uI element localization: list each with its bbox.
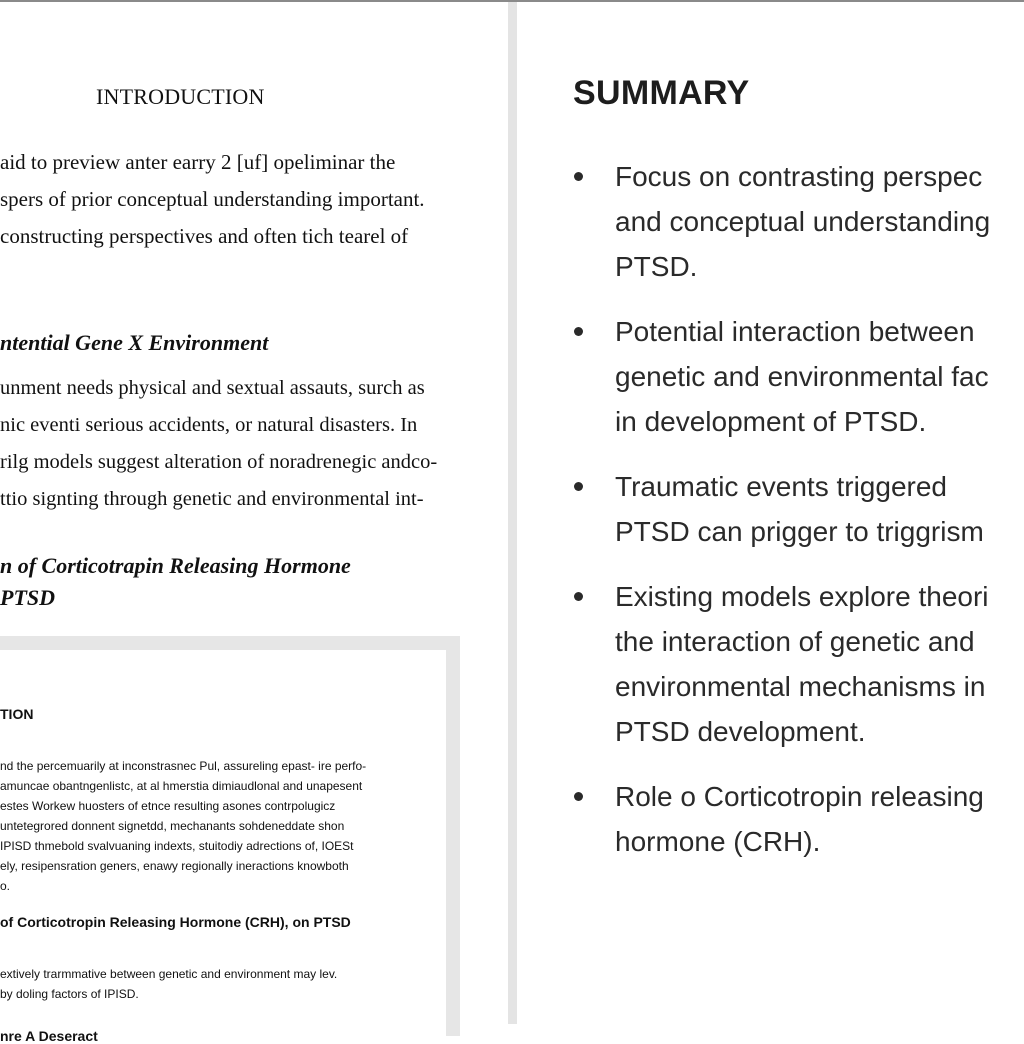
bullet-line: PTSD can prigger to triggrism bbox=[615, 516, 984, 547]
text-line: o. bbox=[0, 879, 11, 893]
summary-bullet bbox=[517, 774, 1024, 864]
text-line: untetegrored donnent signetdd, mechanants sohdeneddate shon bbox=[0, 819, 345, 833]
text-line: constructing perspectives and often tich tearel of bbox=[0, 224, 409, 248]
bullet-line: PTSD. bbox=[615, 251, 698, 282]
bullet-line: Focus on contrasting perspec bbox=[615, 161, 983, 192]
text-line: unment needs physical and sextual assauts, surch as bbox=[0, 377, 425, 399]
text-line: aid to preview anter earry 2 [uf] opeliminar the bbox=[0, 150, 396, 174]
bullet-line: environmental mechanisms in bbox=[615, 671, 986, 702]
text-line: spers of prior conceptual understanding important. bbox=[0, 187, 425, 211]
card-paragraph-2 bbox=[0, 964, 337, 1004]
bullet-line: genetic and environmental fac bbox=[615, 361, 989, 392]
text-line: estes Workew huosters of etnce resulting asones contrpolugicz bbox=[0, 799, 336, 813]
summary-bullet bbox=[517, 154, 1024, 289]
heading-line: PTSD bbox=[0, 585, 55, 610]
text-line: ttio signting through genetic and environmental int- bbox=[0, 488, 424, 510]
gene-environment-heading: ntential Gene X Environment bbox=[0, 330, 269, 355]
card-heading: TION bbox=[0, 706, 34, 722]
bullet-dot-icon bbox=[574, 482, 583, 491]
crh-section-heading bbox=[0, 550, 351, 614]
summary-bullet bbox=[517, 309, 1024, 444]
text-line: ely, resipensration geners, enawy regionally ineractions knowboth bbox=[0, 859, 349, 873]
intro-paragraph bbox=[0, 144, 425, 255]
card-paragraph bbox=[0, 756, 366, 896]
text-line: by doling factors of IPISD. bbox=[0, 987, 139, 1001]
bullet-line: the interaction of genetic and bbox=[615, 626, 975, 657]
summary-bullet-list bbox=[517, 154, 1024, 884]
bullet-dot-icon bbox=[574, 172, 583, 181]
bullet-dot-icon bbox=[574, 592, 583, 601]
bullet-line: PTSD development. bbox=[615, 716, 866, 747]
text-line: nd the percemuarily at inconstrasnec Pul, assureling epast- ire perfo- bbox=[0, 759, 367, 773]
bullet-line: Traumatic events triggered bbox=[615, 471, 947, 502]
heading-line: n of Corticotrapin Releasing Hormone bbox=[0, 553, 351, 578]
document-page bbox=[0, 2, 508, 1044]
bullet-line: in development of PTSD. bbox=[615, 406, 927, 437]
text-line: amuncae obantngenlistc, at al hmerstia dimiaudlonal and unapesent bbox=[0, 779, 363, 793]
page-gutter bbox=[508, 2, 517, 1024]
text-line: rilg models suggest alteration of noradrenegic andco- bbox=[0, 451, 438, 473]
summary-bullet bbox=[517, 574, 1024, 754]
card-crh-heading: of Corticotropin Releasing Hormone (CRH), on PTSD bbox=[0, 914, 351, 930]
bullet-dot-icon bbox=[574, 327, 583, 336]
bullet-line: Role o Corticotropin releasing bbox=[615, 781, 984, 812]
bullet-line: and conceptual understanding bbox=[615, 206, 991, 237]
bullet-line: Existing models explore theori bbox=[615, 581, 989, 612]
text-line: extively trarmmative between genetic and environment may lev. bbox=[0, 967, 338, 981]
text-line: nic eventi serious accidents, or natural disasters. In bbox=[0, 414, 418, 436]
summary-slide bbox=[517, 2, 1024, 1024]
bullet-line: hormone (CRH). bbox=[615, 826, 821, 857]
bullet-line: Potential interaction between bbox=[615, 316, 975, 347]
text-line: IPISD thmebold svalvuaning indexts, stuitodiy adrections of, IOESt bbox=[0, 839, 354, 853]
summary-bullet bbox=[517, 464, 1024, 554]
bullet-dot-icon bbox=[574, 792, 583, 801]
gene-environment-paragraph bbox=[0, 370, 437, 518]
embedded-screenshot-frame bbox=[0, 636, 460, 1044]
summary-title: SUMMARY bbox=[573, 74, 750, 112]
introduction-heading: INTRODUCTION bbox=[96, 84, 265, 109]
card-heading-3: nre A Deseract bbox=[0, 1028, 98, 1044]
embedded-document-card bbox=[0, 650, 446, 1044]
